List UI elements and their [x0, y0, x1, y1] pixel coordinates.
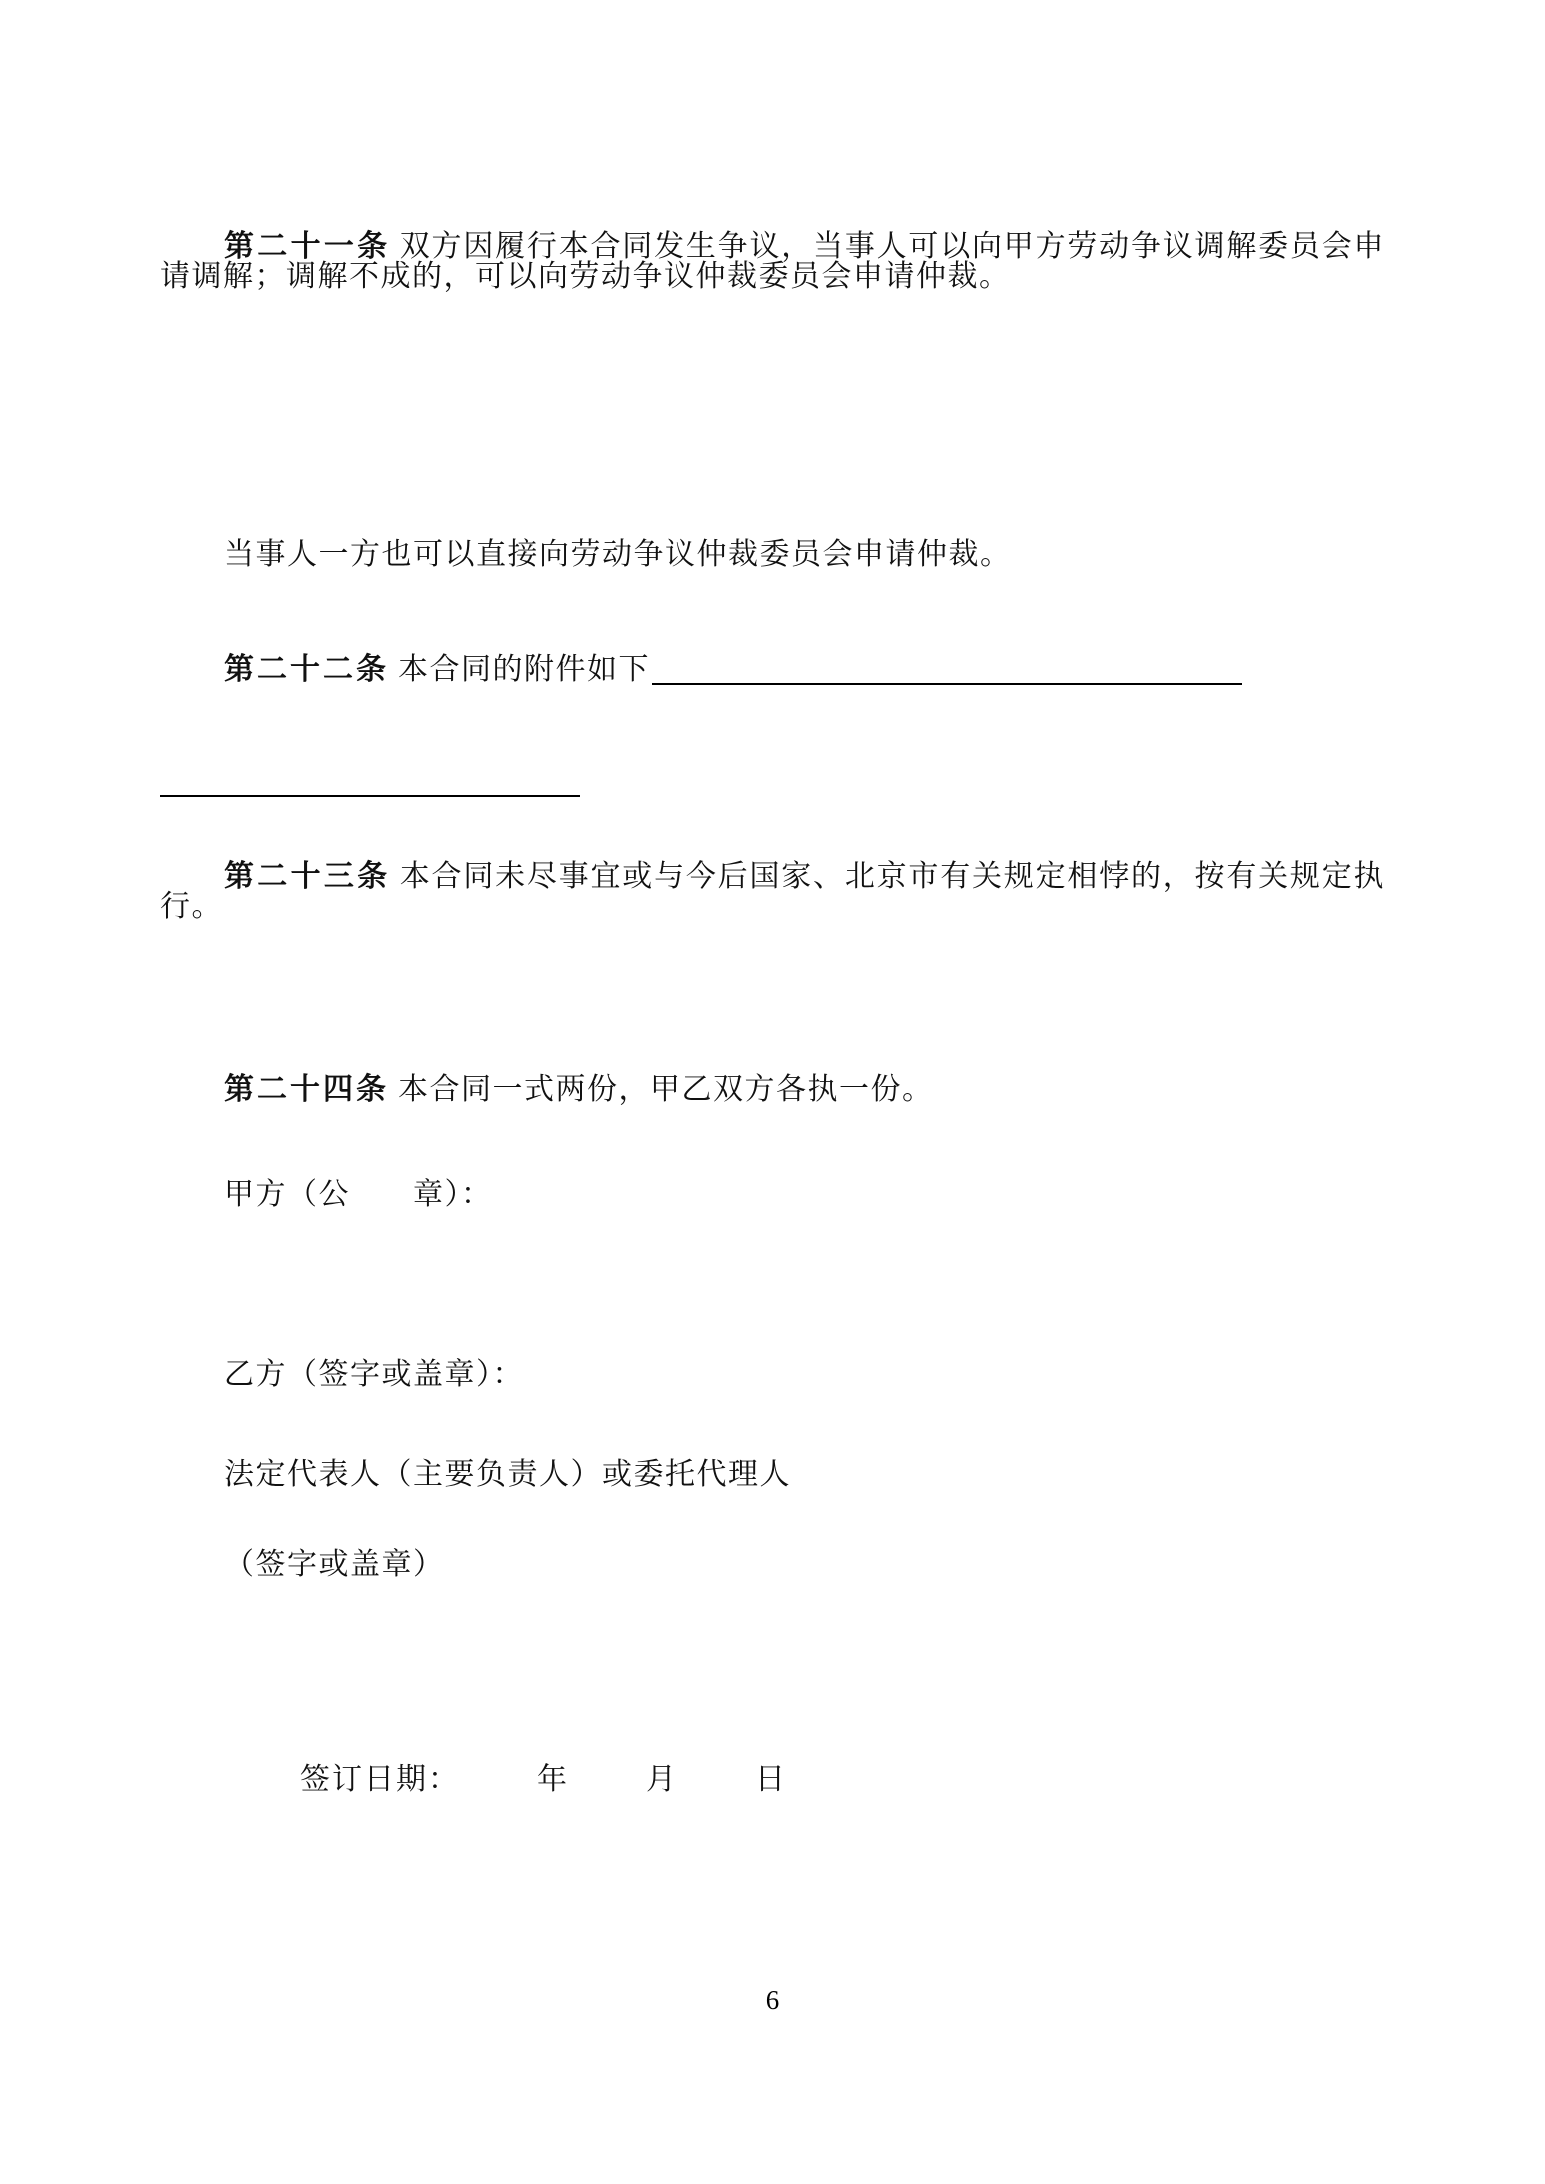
article-21	[160, 232, 1385, 292]
sign-date-row	[300, 1765, 1385, 1795]
article-21-text: 双方因履行本合同发生争议，当事人可以向甲方劳动争议调解委员会申请调解；调解不成的，可以向劳动争议仲裁委员会申请仲裁。	[160, 230, 1386, 293]
article-23	[160, 862, 1385, 922]
party-a-label: 甲方（公 章）：	[224, 1178, 493, 1211]
party-b-signature-line	[160, 1360, 1385, 1390]
page-number: 6	[765, 1985, 780, 2015]
legal-rep-label: 法定代表人（主要负责人）或委托代理人	[224, 1458, 791, 1491]
arbitration-note-text: 当事人一方也可以直接向劳动争议仲裁委员会申请仲裁。	[224, 538, 1012, 571]
article-22-label: 第二十二条	[224, 653, 389, 686]
arbitration-note	[160, 540, 1385, 570]
article-24	[160, 1075, 1385, 1105]
article-21-paragraph	[160, 232, 1385, 292]
sign-date-month-label: 月	[646, 1763, 678, 1796]
article-22	[160, 655, 1385, 685]
article-24-label: 第二十四条	[224, 1073, 389, 1106]
article-24-paragraph	[160, 1075, 1385, 1105]
article-21-label: 第二十一条	[224, 230, 391, 263]
article-24-text: 本合同一式两份，甲乙双方各执一份。	[398, 1073, 934, 1106]
legal-representative-line	[160, 1460, 1385, 1490]
article-23-paragraph	[160, 862, 1385, 922]
sign-date-day-label: 日	[755, 1763, 787, 1796]
article-23-label: 第二十三条	[224, 860, 391, 893]
sign-date-line	[300, 1765, 1385, 1795]
attachment-blank-line-2[interactable]	[160, 795, 580, 797]
article-23-text: 本合同未尽事宜或与今后国家、北京市有关规定相悖的，按有关规定执行。	[160, 860, 1386, 923]
article-22-text: 本合同的附件如下	[398, 653, 650, 686]
sign-date-year-label: 年	[537, 1763, 569, 1796]
sign-date-label: 签订日期：	[300, 1763, 460, 1796]
article-22-paragraph	[160, 655, 1385, 685]
attachment-blank-line-1[interactable]	[652, 683, 1242, 685]
party-a-signature-line	[160, 1180, 1385, 1210]
party-b-label: 乙方（签字或盖章）：	[224, 1358, 524, 1391]
legal-representative-sign-line	[160, 1550, 1385, 1580]
legal-rep-sign-label: （签字或盖章）	[224, 1548, 445, 1581]
